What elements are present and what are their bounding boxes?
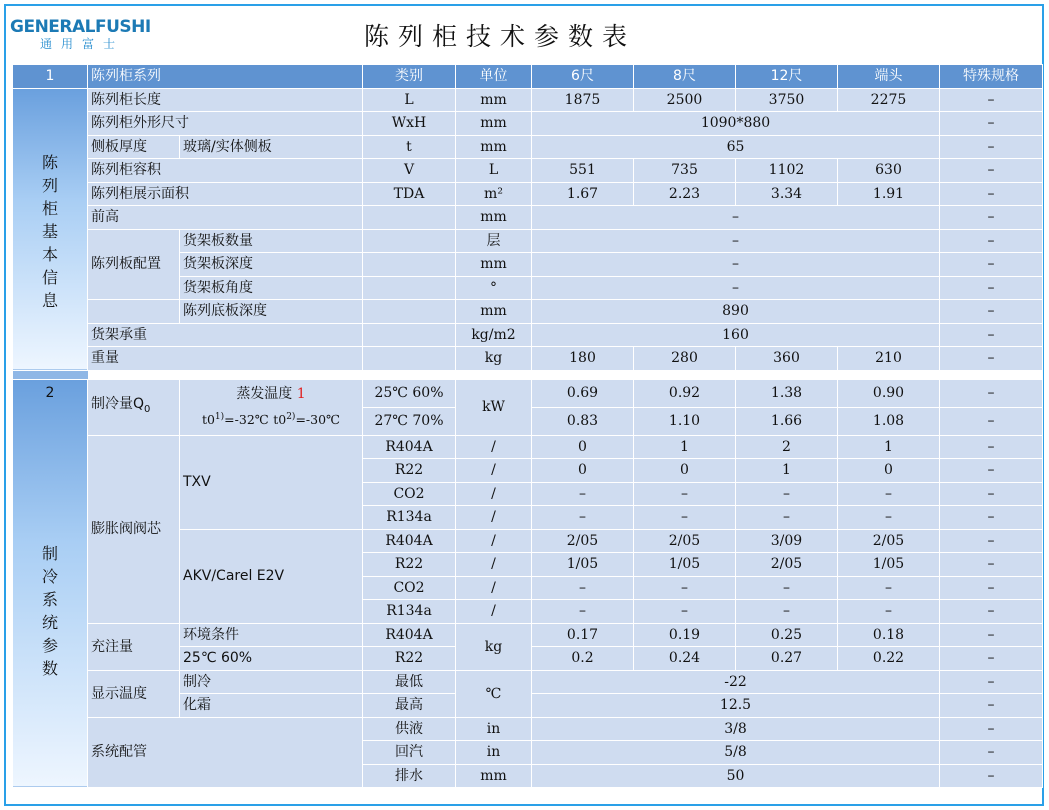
- value-cell: 50: [532, 764, 940, 788]
- row-sub-name: 货架板深度: [180, 253, 363, 277]
- display-mode: 化霜: [180, 694, 363, 718]
- row-unit: mm: [456, 206, 532, 230]
- value-cell: 2/05: [838, 529, 940, 553]
- section1-label-cell: [13, 88, 88, 370]
- value-cell: 1: [634, 435, 736, 459]
- row-unit: /: [456, 529, 532, 553]
- row-ref: R404A: [363, 435, 456, 459]
- cooling-cond-b: $t0^{2)}=-30℃$: [273, 411, 341, 427]
- cooling-name: [88, 379, 180, 435]
- special-cell: –: [940, 764, 1043, 788]
- row-ref: R134a: [363, 600, 456, 624]
- row-unit: L: [456, 159, 532, 183]
- row-ref: R22: [363, 647, 456, 671]
- value-cell: 0: [532, 435, 634, 459]
- value-cell: 0.83: [532, 407, 634, 435]
- row-sub-name: 货架板数量: [180, 229, 363, 253]
- row-name: 陈列柜展示面积: [88, 182, 363, 206]
- company-logo: [10, 18, 170, 58]
- row-type: [363, 276, 456, 300]
- value-cell: –: [736, 482, 838, 506]
- row-unit: mm: [456, 135, 532, 159]
- value-cell: –: [634, 600, 736, 624]
- row-type: 最低: [363, 670, 456, 694]
- special-cell: –: [940, 506, 1043, 530]
- special-cell: –: [940, 88, 1043, 112]
- value-cell: 3.34: [736, 182, 838, 206]
- value-cell: 630: [838, 159, 940, 183]
- row-unit: mm: [456, 300, 532, 324]
- header-col-8: 8尺: [634, 65, 736, 89]
- value-cell: 890: [532, 300, 940, 324]
- row-name: 前高: [88, 206, 363, 230]
- row-type: V: [363, 159, 456, 183]
- charge-env-val: 25℃ 60%: [180, 647, 363, 671]
- row-type: [363, 347, 456, 371]
- row-name: 货架承重: [88, 323, 363, 347]
- header-col-6: 6尺: [532, 65, 634, 89]
- row-unit: kg: [456, 347, 532, 371]
- value-cell: 1.91: [838, 182, 940, 206]
- value-cell: 1: [838, 435, 940, 459]
- value-cell: 1: [736, 459, 838, 483]
- special-cell: –: [940, 276, 1043, 300]
- special-cell: –: [940, 647, 1043, 671]
- special-cell: –: [940, 379, 1043, 407]
- special-cell: –: [940, 135, 1043, 159]
- value-cell: 2: [736, 435, 838, 459]
- value-cell: 0.92: [634, 379, 736, 407]
- header-section-num: 1: [13, 65, 88, 89]
- header-special: 特殊规格: [940, 65, 1043, 89]
- valve-group-name: TXV: [180, 435, 363, 529]
- special-cell: –: [940, 407, 1043, 435]
- logo-brand-text: GENERALFUSHI: [10, 17, 151, 37]
- row-type: TDA: [363, 182, 456, 206]
- value-cell: 1.67: [532, 182, 634, 206]
- value-cell: 0.25: [736, 623, 838, 647]
- value-cell: 3750: [736, 88, 838, 112]
- header-row: [13, 65, 1043, 89]
- special-cell: –: [940, 482, 1043, 506]
- value-cell: 0: [634, 459, 736, 483]
- logo-brand-cn: 通用富士: [40, 37, 125, 51]
- value-cell: –: [634, 506, 736, 530]
- value-cell: 180: [532, 347, 634, 371]
- value-cell: –: [532, 600, 634, 624]
- cooling-cond-a: $t0^{1)}=-32℃$: [201, 411, 269, 427]
- value-cell: –: [532, 576, 634, 600]
- table-row: [13, 206, 1043, 230]
- value-cell: 1102: [736, 159, 838, 183]
- row-type: WxH: [363, 112, 456, 136]
- value-cell: –: [532, 482, 634, 506]
- value-cell: 2500: [634, 88, 736, 112]
- row-name: 陈列柜外形尺寸: [88, 112, 363, 136]
- row-type: t: [363, 135, 456, 159]
- section1-label: 陈列柜基本信息: [42, 152, 59, 310]
- row-type: L: [363, 88, 456, 112]
- table-row: [13, 623, 1043, 647]
- special-cell: –: [940, 182, 1043, 206]
- valve-group-name: AKV/Carel E2V: [180, 529, 363, 623]
- value-cell: –: [838, 576, 940, 600]
- section2-label: 制冷系统参数: [42, 543, 59, 678]
- value-cell: 280: [634, 347, 736, 371]
- row-unit: m²: [456, 182, 532, 206]
- value-cell: –: [736, 600, 838, 624]
- special-cell: –: [940, 435, 1043, 459]
- row-blank: [88, 300, 180, 324]
- row-ref: R404A: [363, 529, 456, 553]
- valve-name: 膨胀阀阀芯: [88, 435, 180, 623]
- table-row: [13, 159, 1043, 183]
- table-row: [13, 717, 1043, 741]
- table-row: [13, 229, 1043, 253]
- row-unit: /: [456, 506, 532, 530]
- section2-num: 2: [45, 384, 55, 401]
- row-unit: mm: [456, 112, 532, 136]
- cooling-evap-mark: 1: [296, 386, 306, 403]
- row-unit: ℃: [456, 670, 532, 717]
- row-type: 回汽: [363, 741, 456, 765]
- header-type: 类别: [363, 65, 456, 89]
- cooling-evap: 蒸发温度: [236, 386, 293, 403]
- row-name: 侧板厚度: [88, 135, 180, 159]
- table-row: [13, 435, 1043, 459]
- value-cell: 12.5: [532, 694, 940, 718]
- special-cell: –: [940, 741, 1043, 765]
- row-sub-name: 陈列底板深度: [180, 300, 363, 324]
- value-cell: 2/05: [634, 529, 736, 553]
- value-cell: 0.22: [838, 647, 940, 671]
- cooling-evap-cell: [180, 379, 363, 435]
- row-ref: R22: [363, 459, 456, 483]
- value-cell: –: [532, 253, 940, 277]
- row-type: [363, 323, 456, 347]
- value-cell: 2275: [838, 88, 940, 112]
- row-cond: 25℃ 60%: [363, 379, 456, 407]
- special-cell: –: [940, 459, 1043, 483]
- row-unit: /: [456, 435, 532, 459]
- table-row: [13, 347, 1043, 371]
- value-cell: 1/05: [634, 553, 736, 577]
- value-cell: 360: [736, 347, 838, 371]
- special-cell: –: [940, 694, 1043, 718]
- row-unit: 层: [456, 229, 532, 253]
- value-cell: 0.19: [634, 623, 736, 647]
- row-unit: /: [456, 459, 532, 483]
- value-cell: 1.38: [736, 379, 838, 407]
- value-cell: 1.66: [736, 407, 838, 435]
- value-cell: 0.69: [532, 379, 634, 407]
- spec-table: [12, 64, 1043, 788]
- row-unit: /: [456, 482, 532, 506]
- row-unit: mm: [456, 88, 532, 112]
- cooling-name-sub: 0: [144, 403, 151, 415]
- value-cell: 0.17: [532, 623, 634, 647]
- value-cell: 160: [532, 323, 940, 347]
- table-row: [13, 379, 1043, 407]
- value-cell: 1.10: [634, 407, 736, 435]
- special-cell: –: [940, 347, 1043, 371]
- row-type: 供液: [363, 717, 456, 741]
- display-name: 显示温度: [88, 670, 180, 717]
- row-name: 陈列柜容积: [88, 159, 363, 183]
- table-row: [13, 323, 1043, 347]
- value-cell: 1.08: [838, 407, 940, 435]
- value-cell: 3/8: [532, 717, 940, 741]
- value-cell: 5/8: [532, 741, 940, 765]
- value-cell: 0.90: [838, 379, 940, 407]
- row-unit: in: [456, 717, 532, 741]
- value-cell: 2/05: [532, 529, 634, 553]
- table-row: [13, 135, 1043, 159]
- value-cell: 210: [838, 347, 940, 371]
- table-row: [13, 182, 1043, 206]
- value-cell: 735: [634, 159, 736, 183]
- value-cell: –: [736, 576, 838, 600]
- value-cell: 0: [532, 459, 634, 483]
- special-cell: –: [940, 112, 1043, 136]
- value-cell: 0.2: [532, 647, 634, 671]
- row-unit: in: [456, 741, 532, 765]
- value-cell: –: [838, 600, 940, 624]
- value-cell: -22: [532, 670, 940, 694]
- row-unit: mm: [456, 764, 532, 788]
- piping-name: 系统配管: [88, 717, 363, 788]
- value-cell: 1090*880: [532, 112, 940, 136]
- display-mode: 制冷: [180, 670, 363, 694]
- row-ref: R404A: [363, 623, 456, 647]
- section2-label-cell: [13, 379, 88, 788]
- special-cell: –: [940, 670, 1043, 694]
- row-name: 陈列柜长度: [88, 88, 363, 112]
- value-cell: –: [532, 206, 940, 230]
- row-ref: CO2: [363, 482, 456, 506]
- row-ref: CO2: [363, 576, 456, 600]
- header-series: 陈列柜系列: [88, 65, 363, 89]
- value-cell: –: [634, 576, 736, 600]
- row-unit: /: [456, 600, 532, 624]
- special-cell: –: [940, 300, 1043, 324]
- charge-env: 环境条件: [180, 623, 363, 647]
- value-cell: –: [532, 229, 940, 253]
- value-cell: 2/05: [736, 553, 838, 577]
- row-type: [363, 206, 456, 230]
- row-name: 重量: [88, 347, 363, 371]
- value-cell: 0: [838, 459, 940, 483]
- special-cell: –: [940, 323, 1043, 347]
- special-cell: –: [940, 600, 1043, 624]
- row-group-name: 陈列板配置: [88, 229, 180, 300]
- section-separator: [13, 370, 1043, 379]
- table-row: [13, 112, 1043, 136]
- header-col-12: 12尺: [736, 65, 838, 89]
- row-unit: /: [456, 576, 532, 600]
- special-cell: –: [940, 206, 1043, 230]
- table-row: [13, 88, 1043, 112]
- row-unit: °: [456, 276, 532, 300]
- row-unit: kW: [456, 379, 532, 435]
- row-unit: mm: [456, 253, 532, 277]
- row-sub-name: 玻璃/实体侧板: [180, 135, 363, 159]
- row-type: [363, 300, 456, 324]
- value-cell: 1875: [532, 88, 634, 112]
- row-unit: kg/m2: [456, 323, 532, 347]
- value-cell: 551: [532, 159, 634, 183]
- value-cell: –: [532, 506, 634, 530]
- value-cell: 2.23: [634, 182, 736, 206]
- value-cell: –: [634, 482, 736, 506]
- special-cell: –: [940, 529, 1043, 553]
- row-type: 排水: [363, 764, 456, 788]
- page-title: 陈列柜技术参数表: [363, 22, 636, 51]
- value-cell: 1/05: [532, 553, 634, 577]
- row-unit: kg: [456, 623, 532, 670]
- special-cell: –: [940, 623, 1043, 647]
- value-cell: 0.27: [736, 647, 838, 671]
- value-cell: –: [532, 276, 940, 300]
- charge-name: 充注量: [88, 623, 180, 670]
- row-type: [363, 253, 456, 277]
- value-cell: –: [838, 506, 940, 530]
- special-cell: –: [940, 576, 1043, 600]
- value-cell: 0.18: [838, 623, 940, 647]
- value-cell: 3/09: [736, 529, 838, 553]
- table-row: [13, 670, 1043, 694]
- value-cell: –: [736, 506, 838, 530]
- row-sub-name: 货架板角度: [180, 276, 363, 300]
- value-cell: –: [838, 482, 940, 506]
- row-cond: 27℃ 70%: [363, 407, 456, 435]
- value-cell: 0.24: [634, 647, 736, 671]
- special-cell: –: [940, 553, 1043, 577]
- row-ref: R134a: [363, 506, 456, 530]
- header-unit: 单位: [456, 65, 532, 89]
- value-cell: 1/05: [838, 553, 940, 577]
- row-unit: /: [456, 553, 532, 577]
- special-cell: –: [940, 717, 1043, 741]
- table-row: [13, 300, 1043, 324]
- special-cell: –: [940, 159, 1043, 183]
- row-ref: R22: [363, 553, 456, 577]
- value-cell: 65: [532, 135, 940, 159]
- special-cell: –: [940, 253, 1043, 277]
- special-cell: –: [940, 229, 1043, 253]
- header-col-end: 端头: [838, 65, 940, 89]
- row-type: 最高: [363, 694, 456, 718]
- row-type: [363, 229, 456, 253]
- cooling-name-text: 制冷量Q: [91, 396, 145, 413]
